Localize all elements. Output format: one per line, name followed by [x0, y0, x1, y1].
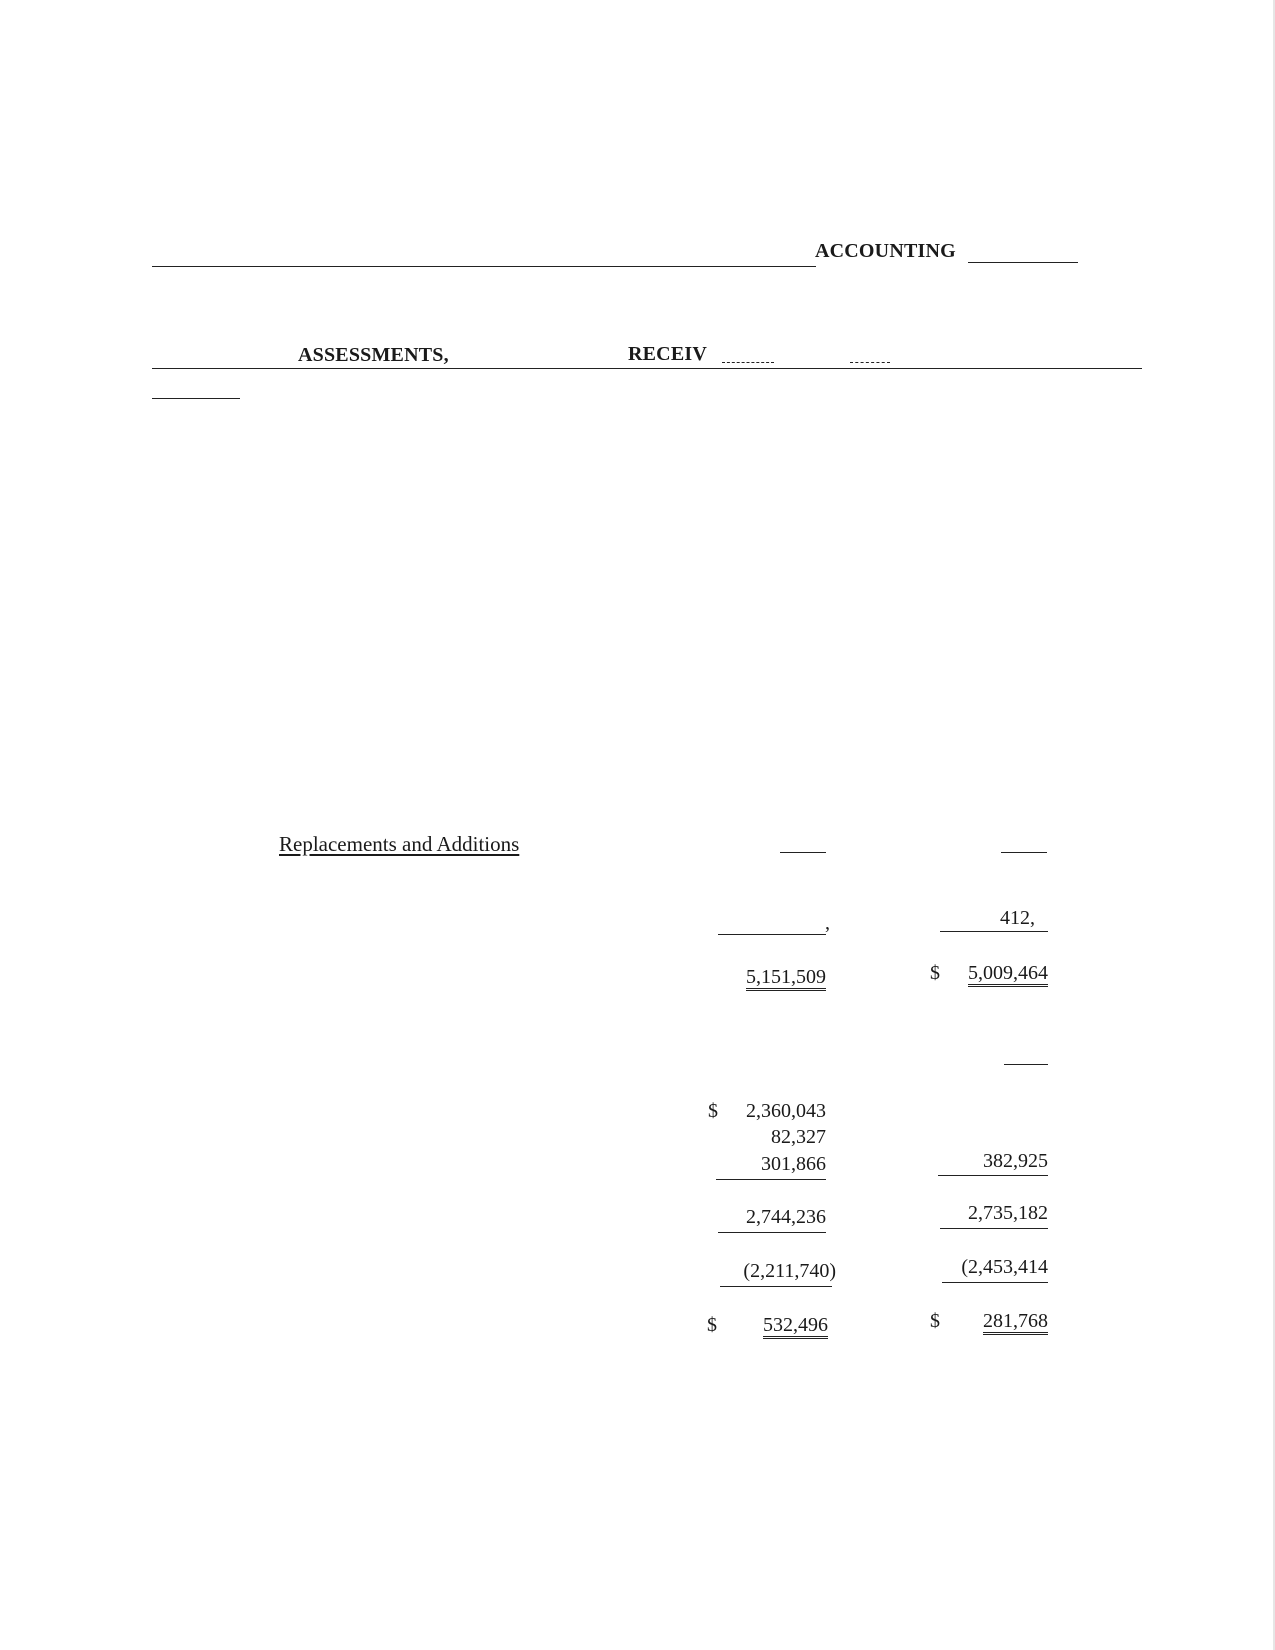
- assessments-heading: ASSESSMENTS,: [298, 344, 449, 366]
- col2-header-stub: [1001, 852, 1047, 853]
- receiv-heading: RECEIV: [628, 343, 707, 365]
- col1-item3: 301,866: [761, 1153, 826, 1175]
- col2-net-value: 281,768: [983, 1310, 1048, 1335]
- col1-subtotal-rule: [718, 1232, 826, 1233]
- col1-partial-value: ,: [825, 912, 830, 934]
- col1-less: (2,211,740): [743, 1260, 836, 1282]
- col2-total: [940, 962, 1048, 985]
- col1-item1: 2,360,043: [746, 1100, 826, 1122]
- col1-subtotal: 2,744,236: [746, 1206, 826, 1228]
- short-rule: [152, 398, 240, 399]
- col1-item2: 82,327: [771, 1126, 826, 1148]
- col1-item1-prefix: $: [708, 1100, 718, 1122]
- subheader-rule: [152, 368, 1142, 369]
- accounting-heading: ACCOUNTING: [815, 240, 956, 262]
- faded-dash: [850, 362, 890, 363]
- col2-subtotal: 2,735,182: [968, 1202, 1048, 1224]
- header-rule-left: [152, 266, 816, 267]
- col1-total-value: 5,151,509: [746, 966, 826, 991]
- col1-total: [716, 966, 826, 989]
- col2-partial-rule: [940, 931, 1048, 932]
- col2-total-prefix: $: [930, 962, 940, 984]
- receiv-dash: [722, 362, 774, 363]
- col2-item3-rule: [938, 1175, 1048, 1176]
- col1-less-rule: [720, 1286, 832, 1287]
- col1-net: [716, 1314, 828, 1337]
- col2-net-prefix: $: [930, 1310, 940, 1332]
- col2-item3: 382,925: [983, 1150, 1048, 1172]
- header-rule-right: [968, 262, 1078, 263]
- section-title: Replacements and Additions: [279, 832, 520, 856]
- col2-net: [940, 1310, 1048, 1333]
- col2-total-value: 5,009,464: [968, 962, 1048, 987]
- col1-net-value: 532,496: [763, 1314, 828, 1339]
- col1-header-stub: [780, 852, 826, 853]
- col2-partial-value: 412,: [1000, 907, 1035, 929]
- col2-less: (2,453,414: [961, 1256, 1048, 1278]
- col1-item3-rule: [716, 1179, 826, 1180]
- col2-block-stub: [1004, 1064, 1048, 1065]
- col2-less-rule: [942, 1282, 1048, 1283]
- col2-subtotal-rule: [940, 1228, 1048, 1229]
- col1-net-prefix: $: [707, 1314, 717, 1336]
- col1-partial-rule: [718, 934, 826, 935]
